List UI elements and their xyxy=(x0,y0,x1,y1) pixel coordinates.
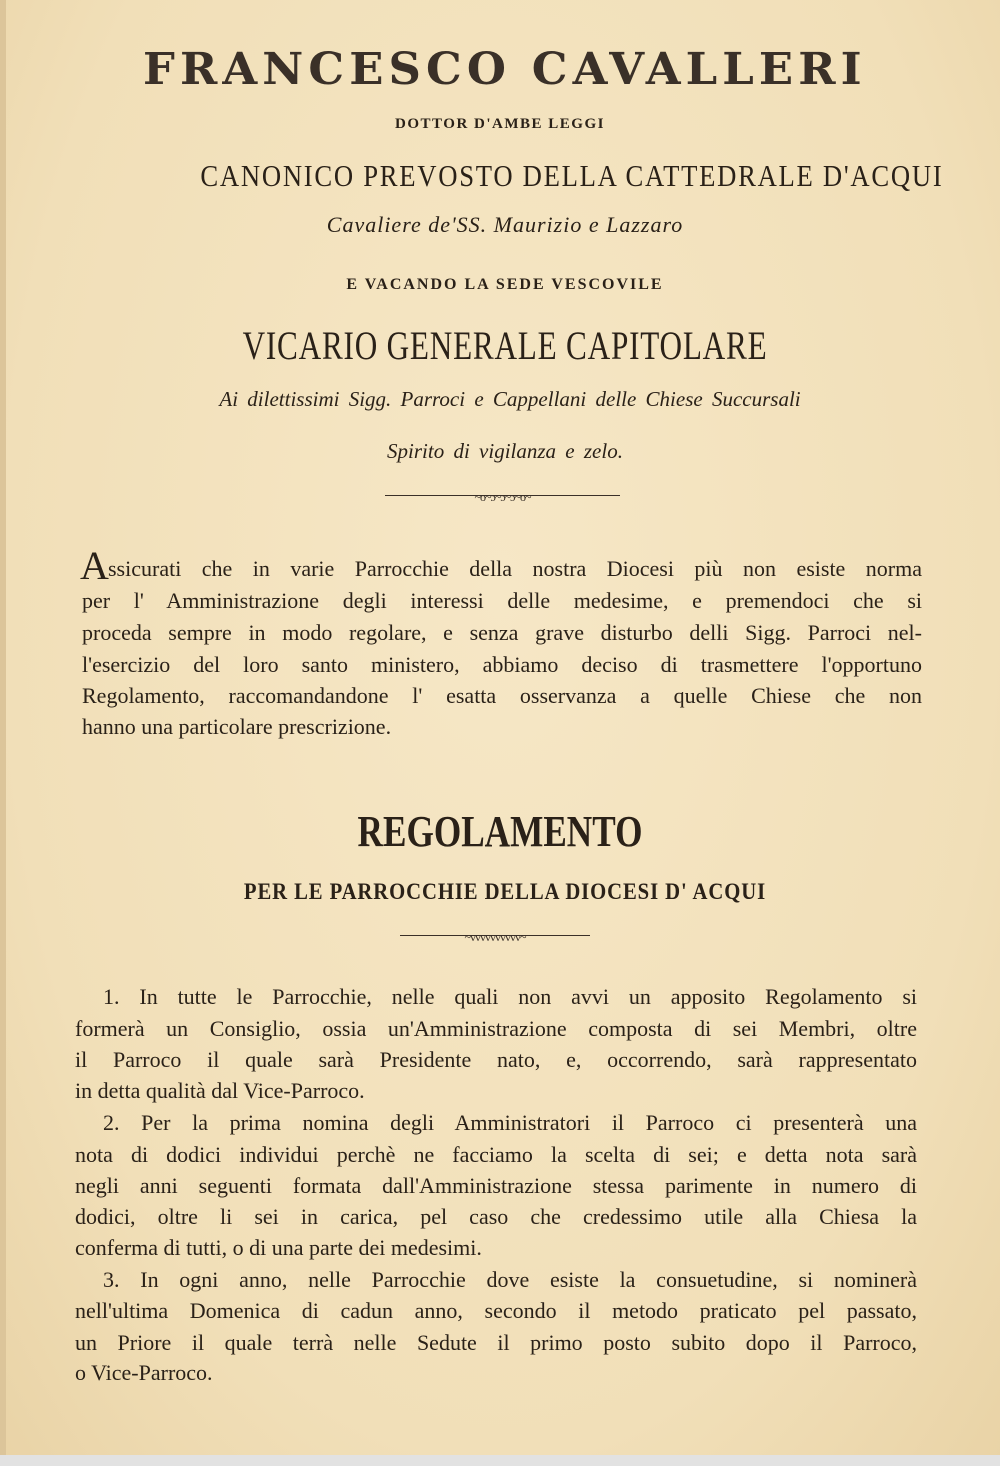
greeting-line: Spirito di vigilanza e zelo. xyxy=(387,439,623,463)
condition-line: E VACANDO LA SEDE VESCOVILE xyxy=(346,276,664,293)
page-edge xyxy=(0,0,6,1466)
ornament-divider-2 xyxy=(400,930,590,944)
article-line: conferma di tutti, o di una parte dei medesimi. xyxy=(75,1235,482,1260)
addressees-line: Ai dilettissimi Sigg. Parroci e Cappellani delle Chiese Succursali xyxy=(219,387,801,411)
article-line: un Priore il quale terrà nelle Sedute il primo posto subito dopo il Parroco, xyxy=(75,1330,917,1355)
intro-line: ssicurati che in varie Parrocchie della nostra Diocesi più non esiste norma xyxy=(108,556,922,581)
scan-border xyxy=(0,1455,1000,1466)
intro-line: per l' Amministrazione degli interessi delle medesime, e premendoci che si xyxy=(82,588,922,613)
article-line: dodici, oltre li sei in carica, pel caso che credessimo utile alla Chiesa la xyxy=(75,1204,917,1229)
ornament-glyphs-2: ~vvvvvvvvvv~ xyxy=(464,930,526,944)
article-line: in detta qualità dal Vice-Parroco. xyxy=(75,1078,365,1103)
article-line: o Vice-Parroco. xyxy=(75,1360,213,1385)
article-line: nota di dodici individui perchè ne facciamo la scelta di sei; e detta nota sarà xyxy=(75,1142,917,1167)
intro-line: hanno una particolare prescrizione. xyxy=(82,714,392,739)
intro-line: Regolamento, raccomandandone l' esatta osservanza a quelle Chiese che non xyxy=(82,683,922,708)
regolamento-title: REGOLAMENTO xyxy=(357,807,643,856)
article-line: 1. In tutte le Parrocchie, nelle quali non avvi un apposito Regolamento si xyxy=(103,984,917,1009)
drop-cap: A xyxy=(80,543,109,588)
article-line: negli anni seguenti formata dall'Amministrazione stessa parimente in numero di xyxy=(75,1173,917,1198)
regolamento-subtitle: PER LE PARROCCHIE DELLA DIOCESI D' ACQUI xyxy=(243,879,767,904)
ornament-glyphs: ~o~ɔ~ɔ~ɔ~o~ xyxy=(474,490,531,504)
honor-line: Cavaliere de'SS. Maurizio e Lazzaro xyxy=(326,212,684,237)
ornament-divider xyxy=(385,490,620,504)
author-name: FRANCESCO CAVALLERI xyxy=(143,44,867,95)
office-line: CANONICO PREVOSTO DELLA CATTEDRALE D'ACQUI xyxy=(200,158,944,193)
article-line: formerà un Consiglio, ossia un'Amministrazione composta di sei Membri, oltre xyxy=(75,1016,917,1041)
article-line: 3. In ogni anno, nelle Parrocchie dove esiste la consuetudine, si nominerà xyxy=(103,1267,917,1292)
role-line: VICARIO GENERALE CAPITOLARE xyxy=(242,323,768,368)
article-line: il Parroco il quale sarà Presidente nato, e, occorrendo, sarà rappresentato xyxy=(75,1047,917,1072)
degree-line: DOTTOR D'AMBE LEGGI xyxy=(395,116,605,132)
article-line: nell'ultima Domenica di cadun anno, secondo il metodo praticato pel passato, xyxy=(75,1298,917,1323)
article-line: 2. Per la prima nomina degli Amministratori il Parroco ci presenterà una xyxy=(103,1110,917,1135)
intro-line: l'esercizio del loro santo ministero, abbiamo deciso di trasmettere l'opportuno xyxy=(82,652,922,677)
intro-line: proceda sempre in modo regolare, e senza grave disturbo delli Sigg. Parroci nel- xyxy=(82,620,922,645)
